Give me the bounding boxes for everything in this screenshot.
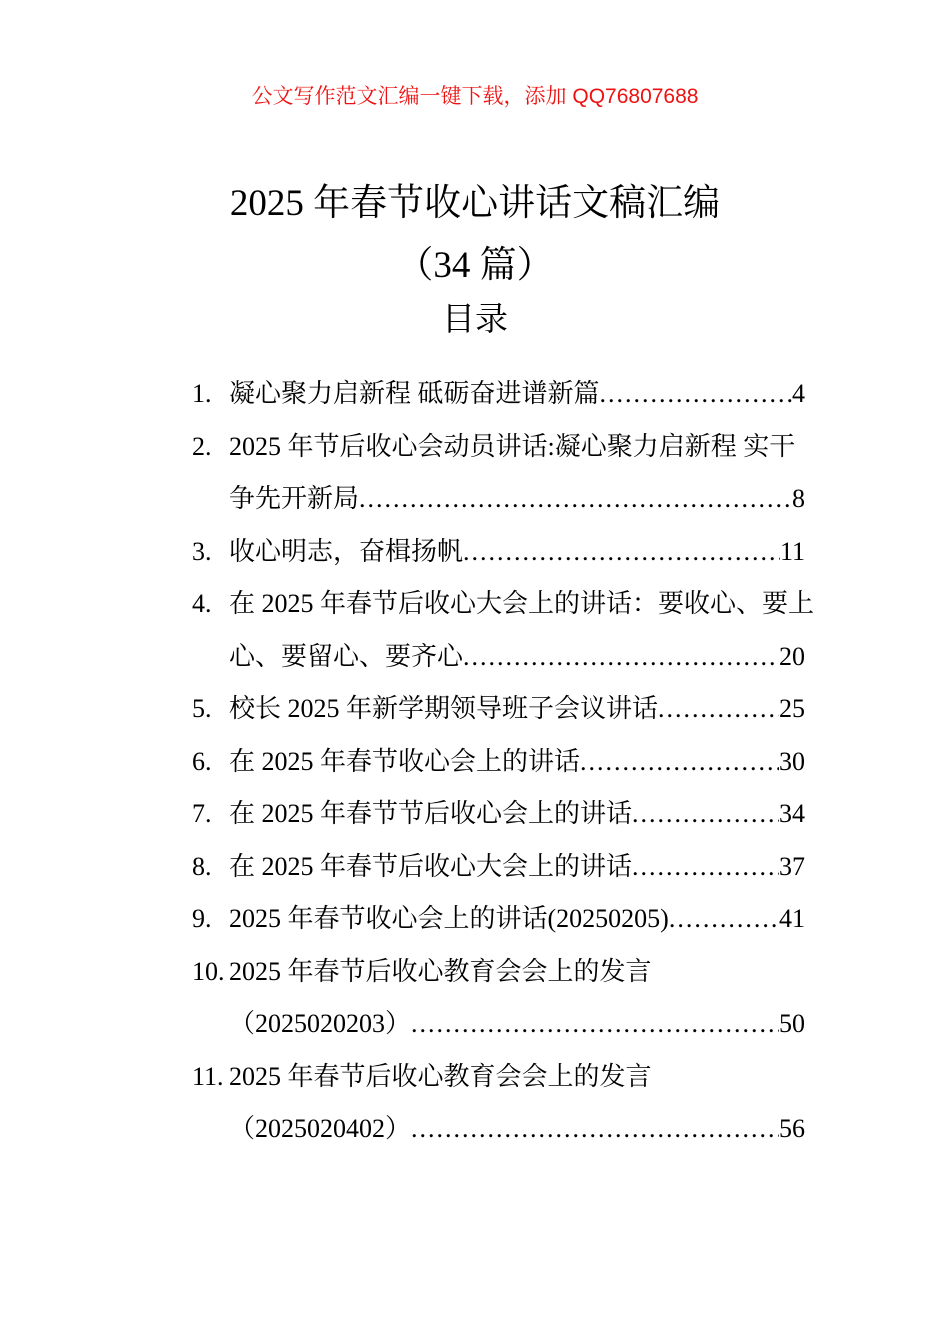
page-number: 37 (779, 851, 805, 881)
toc-entry-title: 2025 年节后收心会动员讲话:凝心聚力启新程 实干 (229, 431, 796, 461)
toc-entry-number: 7. (192, 799, 212, 828)
toc-entry-line (192, 421, 805, 474)
toc-entry-title: 心、要留心、要齐心 (229, 641, 464, 671)
dot-leader (463, 631, 779, 684)
toc-entry-number: 10. (192, 956, 225, 986)
toc-entry-title: 在 2025 年春节节后收心会上的讲话 (229, 799, 633, 828)
toc-entry-line (192, 578, 815, 631)
toc-entry-title: （2025020402） (229, 1114, 412, 1143)
toc-entry[interactable] (192, 368, 805, 421)
toc-entry-number: 6. (192, 746, 212, 776)
toc-entry-line (192, 788, 805, 841)
dot-leader (411, 998, 779, 1051)
toc-entry-line (192, 841, 805, 894)
toc-entry-line (192, 998, 805, 1051)
toc-entry-title: （2025020203） (229, 1009, 412, 1038)
page-number: 4 (792, 379, 805, 408)
toc-entry-line (192, 473, 805, 526)
toc-list (192, 368, 815, 1156)
toc-entry-title: 校长 2025 年新学期领导班子会议讲话 (229, 694, 659, 723)
page-number: 20 (779, 641, 805, 671)
toc-entry-title: 在 2025 年春节后收心大会上的讲话 (229, 851, 633, 881)
toc-entry[interactable] (192, 841, 805, 894)
toc-entry[interactable] (192, 893, 805, 946)
dot-leader (632, 788, 779, 841)
toc-entry-title: 2025 年春节收心会上的讲话(20250205) (229, 904, 669, 933)
toc-entry-number: 8. (192, 851, 212, 881)
toc-entry[interactable] (192, 736, 805, 789)
dot-leader (658, 683, 779, 736)
toc-heading: 目录 (442, 302, 508, 338)
doc-subtitle-count: （34 篇） (396, 245, 554, 286)
toc-entry-line (192, 1103, 805, 1156)
toc-entry-line (192, 683, 805, 736)
dot-leader (669, 893, 779, 946)
toc-entry[interactable] (192, 946, 805, 1051)
title-block (145, 182, 805, 340)
toc-entry-number: 1. (192, 379, 212, 408)
toc-entry-line (192, 893, 805, 946)
toc-entry-number: 4. (192, 589, 212, 618)
page-number: 56 (779, 1114, 805, 1143)
toc-entry-number: 11. (192, 1061, 224, 1091)
toc-entry-line (192, 368, 805, 421)
page-number: 11 (779, 536, 805, 566)
toc-entry-number: 9. (192, 904, 212, 933)
toc-entry-title: 2025 年春节后收心教育会会上的发言 (229, 956, 652, 986)
dot-leader (632, 841, 779, 894)
toc-entry-line (192, 736, 805, 789)
toc-entry-title: 在 2025 年春节收心会上的讲话 (229, 746, 581, 776)
toc-entry-line (192, 946, 805, 999)
toc-entry[interactable] (192, 578, 815, 683)
toc-entry[interactable] (192, 526, 805, 579)
toc-entry-number: 3. (192, 536, 212, 566)
page-number: 25 (779, 694, 805, 723)
page-number: 41 (779, 904, 805, 933)
toc-entry-line (192, 631, 805, 684)
doc-title: 2025 年春节收心讲话文稿汇编 (229, 183, 721, 224)
dot-leader (411, 1103, 779, 1156)
dot-leader (359, 473, 792, 526)
dot-leader (463, 526, 780, 579)
header-notice: 公文写作范文汇编一键下载，添加 QQ76807688 (251, 85, 699, 108)
toc-entry[interactable] (192, 1051, 805, 1156)
dot-leader (580, 736, 779, 789)
toc-entry-title: 收心明志，奋楫扬帆 (229, 536, 464, 566)
toc-entry[interactable] (192, 421, 805, 526)
toc-entry-title: 在 2025 年春节后收心大会上的讲话：要收心、要上 (229, 589, 815, 618)
toc-entry-title: 争先开新局 (229, 484, 360, 513)
toc-entry-title: 2025 年春节后收心教育会会上的发言 (229, 1061, 652, 1091)
page-number: 34 (779, 799, 805, 828)
toc-entry-line (192, 1051, 805, 1104)
page-number: 8 (792, 484, 805, 513)
page-number: 50 (779, 1009, 805, 1038)
toc-entry[interactable] (192, 683, 805, 736)
dot-leader (600, 368, 792, 421)
toc-entry[interactable] (192, 788, 805, 841)
toc-entry-title: 凝心聚力启新程 砥砺奋进谱新篇 (229, 379, 600, 408)
toc-entry-number: 2. (192, 431, 212, 461)
toc-entry-number: 5. (192, 694, 212, 723)
toc-entry-line (192, 526, 805, 579)
page-number: 30 (779, 746, 805, 776)
